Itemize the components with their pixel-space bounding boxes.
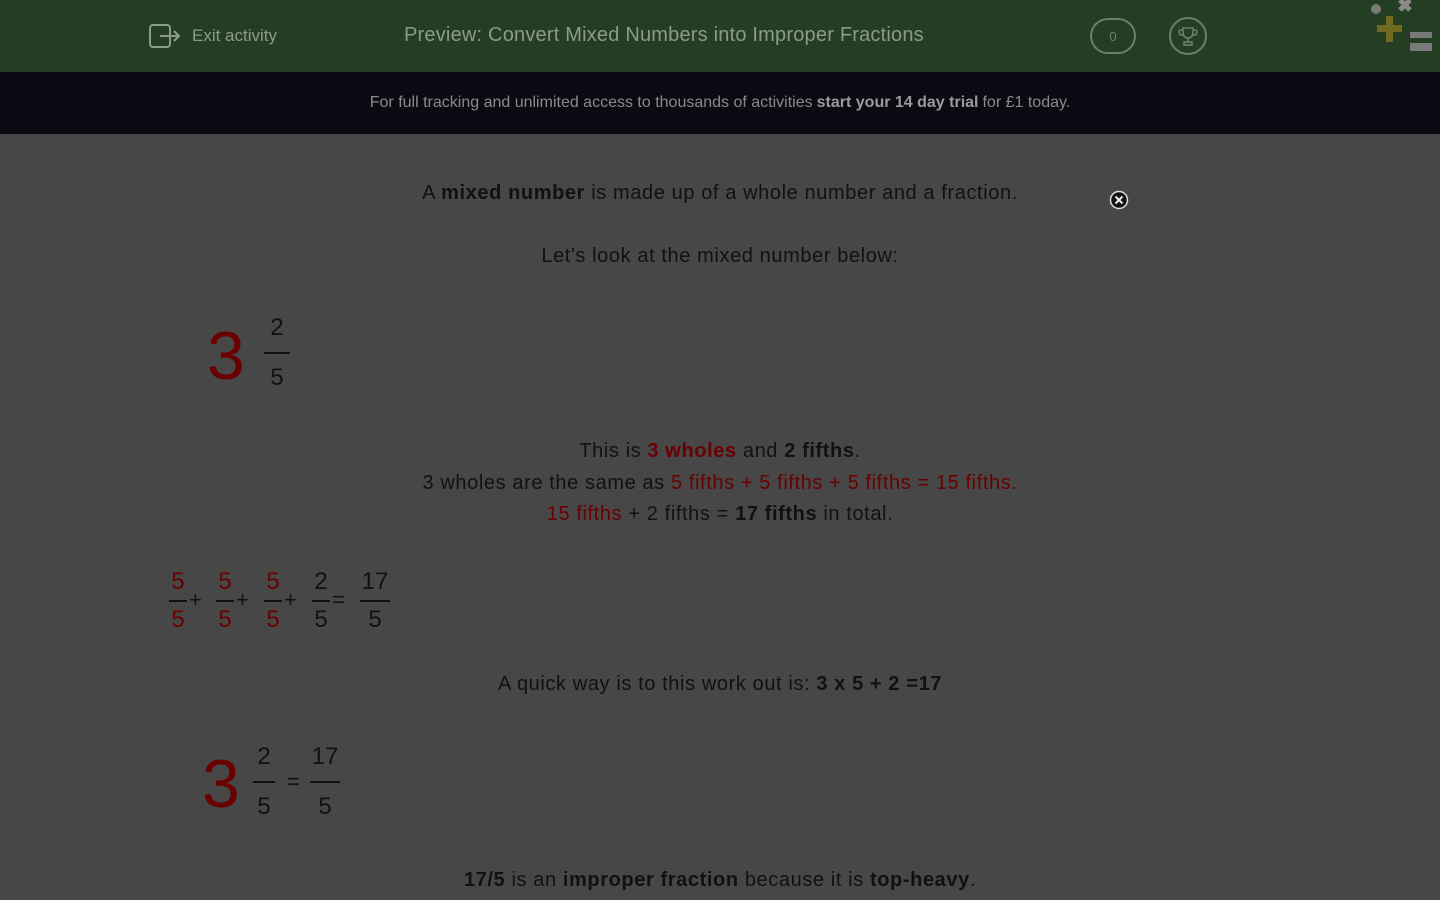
intro-text: A mixed number is made up of a whole number and a fraction. — [422, 182, 1018, 204]
lesson-content — [0, 134, 1440, 900]
total-text: 15 fifths + 2 fifths = 17 fifths in total. — [546, 503, 894, 525]
this-is-text: This is 3 wholes and 2 fifths. — [579, 440, 861, 462]
banner-suffix: for £1 today. — [982, 94, 1071, 111]
result-fraction: 17 5 — [311, 743, 339, 820]
improper-text: 17/5 is an improper fraction because it is top-heavy. — [463, 869, 977, 891]
exit-activity-label: Exit activity — [192, 26, 278, 45]
banner-text: For full tracking and unlimited access to thousands of activities — [369, 94, 813, 111]
sum-fraction: 5 5 — [264, 570, 282, 632]
page-title: Preview: Convert Mixed Numbers into Improper Fractions — [404, 24, 924, 46]
plus-sign: + — [189, 587, 202, 612]
wholes-text: 3 wholes are the same as 5 fifths + 5 fifths + 5 fifths = 15 fifths. — [422, 472, 1018, 494]
look-text: Let's look at the mixed number below: — [541, 245, 899, 267]
trophy-icon — [1177, 25, 1199, 47]
equals-sign: = — [332, 587, 345, 612]
mixed-fraction: 2 5 — [253, 745, 275, 819]
plus-sign: + — [284, 587, 297, 612]
sum-fraction: 2 5 — [312, 570, 330, 632]
sum-fraction: 5 5 — [216, 570, 234, 632]
plus-sign: + — [236, 587, 249, 612]
banner-cta[interactable]: start your 14 day trial — [816, 94, 979, 111]
top-bar — [0, 0, 1440, 72]
sum-fraction: 5 5 — [169, 570, 187, 632]
mixed-fraction: 2 5 — [264, 316, 290, 390]
mixed-whole: 3 — [207, 318, 245, 394]
equals-sign: = — [287, 769, 300, 794]
exit-icon — [148, 22, 182, 50]
sum-result-fraction: 17 5 — [361, 568, 389, 633]
score-badge: 0 — [1090, 18, 1136, 54]
brand-logo — [1366, 0, 1440, 60]
trial-banner[interactable] — [0, 72, 1440, 134]
quick-way-text: A quick way is to this work out is: 3 x 5 + 2 =17 — [497, 673, 943, 695]
mixed-whole: 3 — [202, 746, 240, 822]
exit-activity-button[interactable] — [148, 20, 277, 52]
trophy-button[interactable] — [1169, 17, 1207, 55]
